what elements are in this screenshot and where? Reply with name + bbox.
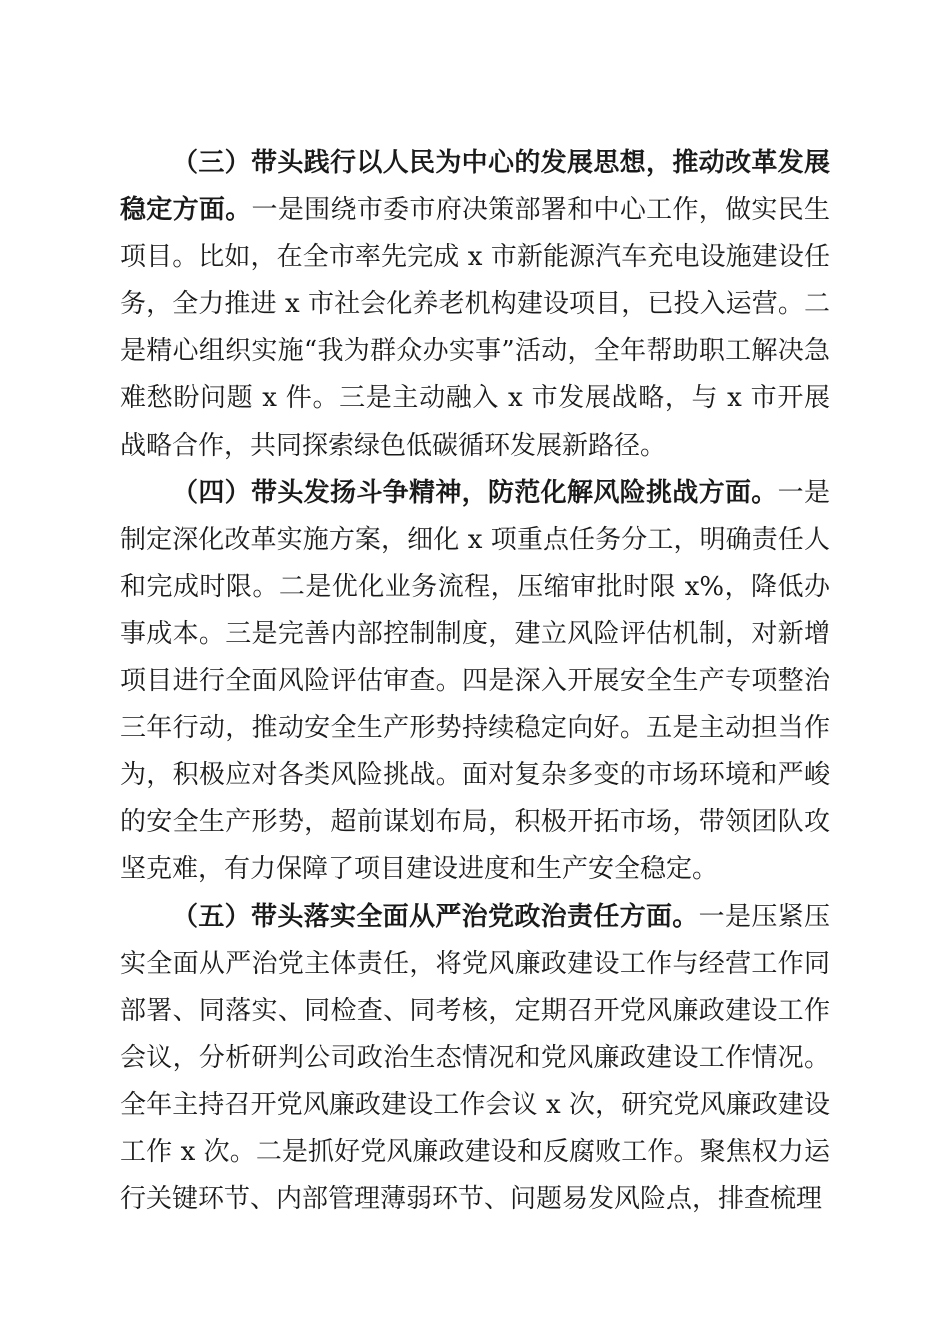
paragraph-text: 一是围绕市委市府决策部署和中心工作，做实民生项目。比如，在全市率先完成 x 市新能源汽车充电设施建设任务，全力推进 x 市社会化养老机构建设项目，已投入运营。二是精心组织实施“我为群众办实事”活动，全年帮助职工解决急难愁盼问题 x 件。三是主动融入 x 市发展战略，与 x 市开展战略合作，共同探索绿色低碳循环发展新路径。	[120, 195, 830, 461]
paragraph-heading: （四）带头发扬斗争精神，防范化解风险挑战方面。	[172, 477, 778, 508]
paragraph-text: 一是压紧压实全面从严治党主体责任，将党风廉政建设工作与经营工作同部署、同落实、同检查、同考核，定期召开党风廉政建设工作会议，分析研判公司政治生态情况和党风廉政建设工作情况。全年主持召开党风廉政建设工作会议 x 次，研究党风廉政建设工作 x 次。二是抓好党风廉政建设和反腐败工作。聚焦权力运行关键环节、内部管理薄弱环节、问题易发风险点，排查梳理	[120, 901, 830, 1215]
paragraph-heading: （三）带头践行以人民为中心的发展思想，推动改革发展稳定方面。	[120, 148, 830, 226]
paragraph-heading: （五）带头落实全面从严治党政治责任方面。	[172, 901, 699, 932]
paragraph-text: 一是制定深化改革实施方案，细化 x 项重点任务分工，明确责任人和完成时限。二是优化业务流程，压缩审批时限 x%，降低办事成本。三是完善内部控制制度，建立风险评估机制，对新增项目进行全面风险评估审查。四是深入开展安全生产专项整治三年行动，推动安全生产形势持续稳定向好。五是主动担当作为，积极应对各类风险挑战。面对复杂多变的市场环境和严峻的安全生产形势，超前谋划布局，积极开拓市场，带领团队攻坚克难，有力保障了项目建设进度和生产安全稳定。	[120, 477, 830, 885]
paragraph-section-5	[120, 894, 830, 1224]
paragraph-section-3	[120, 140, 830, 470]
paragraph-section-4	[120, 470, 830, 894]
document-body	[120, 140, 830, 1223]
